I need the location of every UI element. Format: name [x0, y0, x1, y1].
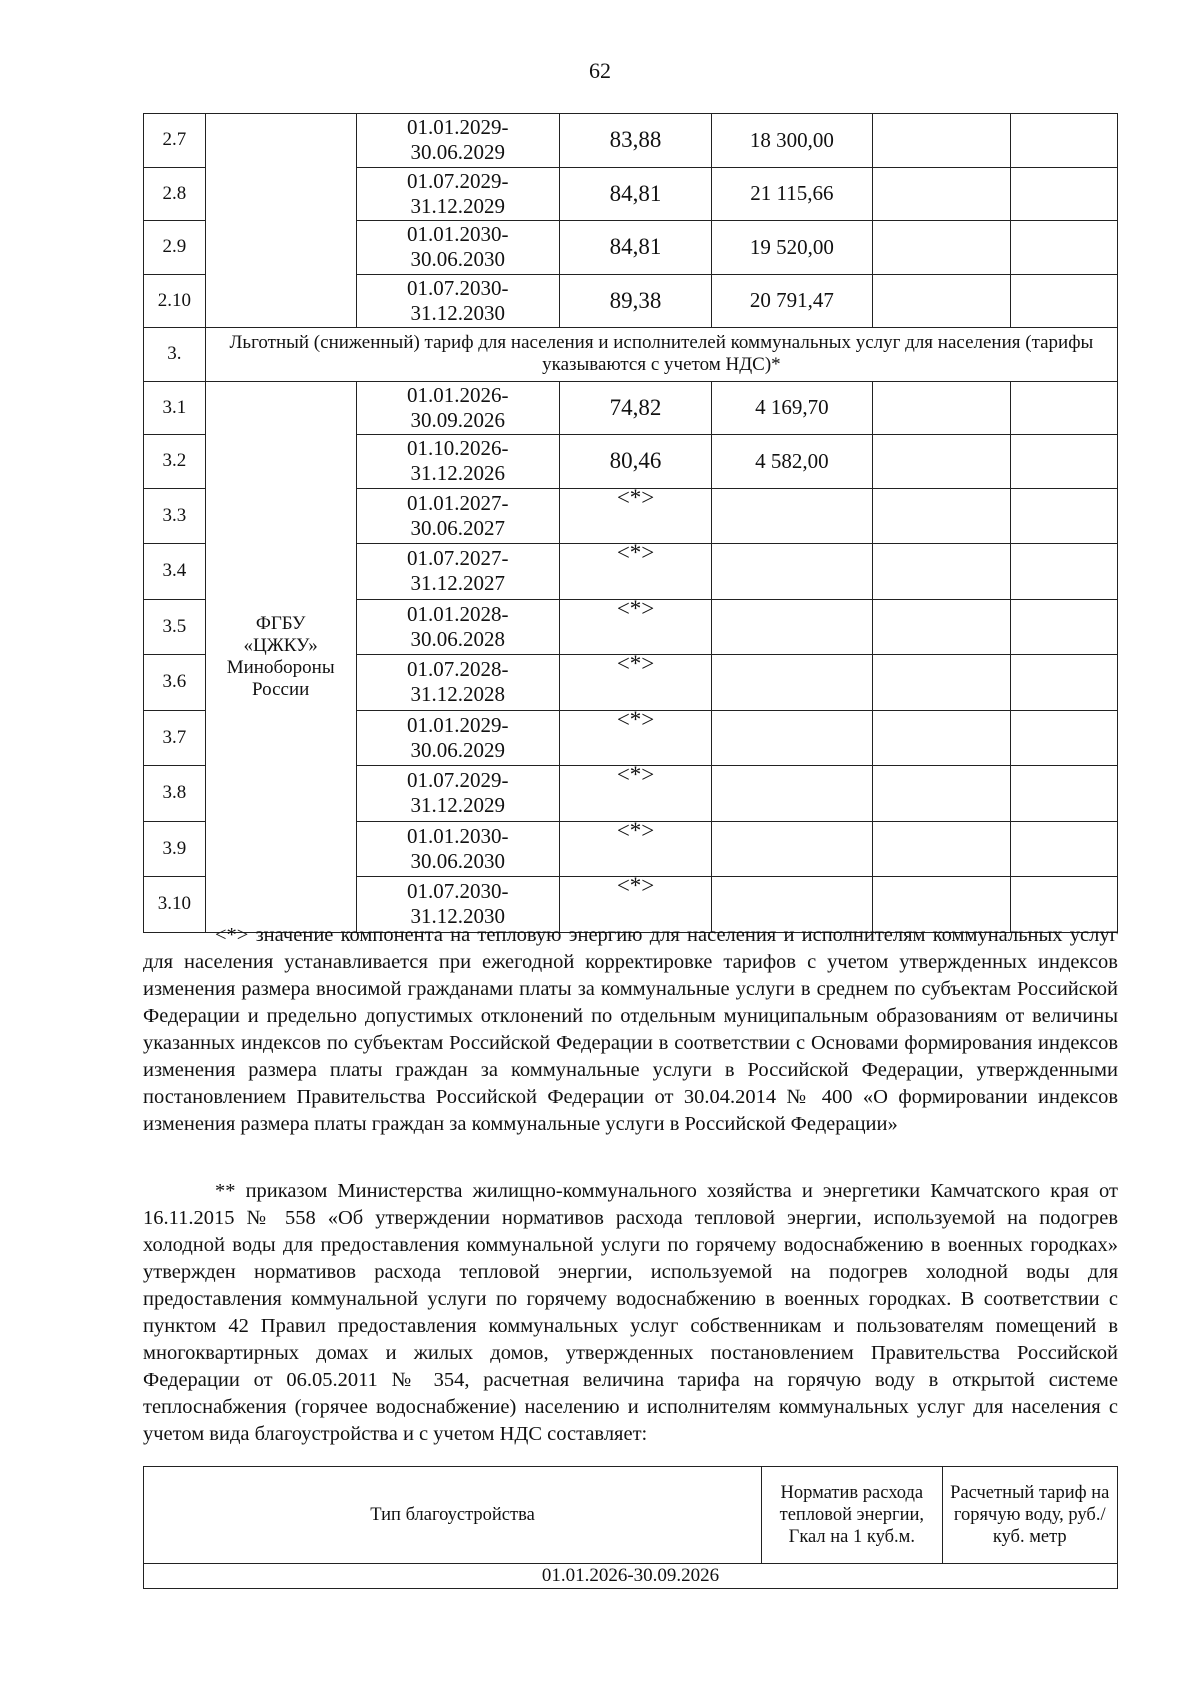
empty-cell: [872, 435, 1010, 489]
footnote-double-asterisk: [143, 1178, 1118, 1448]
period-cell: [356, 599, 559, 655]
period-cell: [356, 710, 559, 766]
empty-cell: [872, 710, 1010, 766]
period-end: 30.06.2028: [410, 626, 505, 651]
tariff-table: [143, 113, 1118, 933]
period-cell: [356, 544, 559, 600]
empty-cell: [872, 821, 1010, 877]
row-number: 3.10: [144, 877, 206, 933]
period-start: 01.07.2029-: [406, 168, 509, 193]
period-label: 01.01.2026-30.09.2026: [144, 1564, 1118, 1589]
empty-cell: [1010, 488, 1117, 544]
tariff-value-cell: [559, 651, 711, 711]
tariff-value: <*>: [616, 873, 655, 898]
empty-cell: [1010, 655, 1117, 711]
org-cell-empty: [205, 114, 356, 328]
section-title: Льготный (сниженный) тариф для населения и исполнителей коммунальных услуг для населения (тарифы указываются с учетом НДС)*: [205, 328, 1117, 382]
period-start: 01.07.2030-: [406, 879, 509, 904]
period-cell: [356, 766, 559, 822]
empty-cell: [1010, 710, 1117, 766]
footnote-asterisk-text: <*> значение компонента на тепловую энергию для населения и исполнителям коммунальных услуг для населения устанавливается при ежегодной корректировке тарифов с учетом утвержденных индексов изменения размера вносимой гражданами платы за коммунальные услуги в среднем по субъектам Российской Федерации и предельно допустимых отклонений по отдельным муниципальным образованиям от величины указанных индексов по субъектам Российской Федерации в соответствии с Основами формирования индексов изменения размера платы граждан за коммунальные услуги в Российской Федерации, утвержденными постановлением Правительства Российской Федерации от 30.04.2014 № 400 «О формировании индексов изменения размера платы граждан за коммунальные услуги в Российской Федерации»: [143, 924, 1118, 1135]
period-end: 31.12.2026: [410, 461, 505, 486]
period-start: 01.07.2028-: [406, 657, 509, 682]
period-end: 31.12.2030: [410, 300, 505, 325]
table-row: [144, 114, 1118, 168]
period-end: 30.06.2027: [410, 515, 505, 540]
organization-name-line: Минобороны: [226, 656, 335, 678]
period-start: 01.01.2029-: [406, 712, 509, 737]
period-start: 01.01.2028-: [406, 601, 509, 626]
row-number: 2.8: [144, 167, 206, 221]
tariff-value: 84,81: [559, 167, 711, 221]
hot-water-tariff-table: [143, 1466, 1118, 1589]
row-number: 3.4: [144, 544, 206, 600]
period-end: 30.06.2030: [410, 247, 505, 272]
tariff-value: <*>: [616, 762, 655, 787]
row-number: 3.3: [144, 488, 206, 544]
empty-cell: [1010, 114, 1117, 168]
secondary-value: [712, 488, 872, 544]
tariff-value-cell: [559, 484, 711, 544]
organization-name-line: «ЦЖКУ»: [243, 634, 318, 656]
footnote-double-asterisk-text: ** приказом Министерства жилищно-коммунального хозяйства и энергетики Камчатского края от 16.11.2015 № 558 «Об утверждении нормативов расхода тепловой энергии, используемой на подогрев холодной воды для предоставления коммунальной услуги по горячему водоснабжению в военных городках» утвержден нормативов расхода тепловой энергии, используемой на подогрев холодной воды для предоставления коммунальной услуги по горячему водоснабжению в военных городках. В соответствии с пунктом 42 Правил предоставления коммунальных услуг собственникам и пользователям помещений в многоквартирных домах и жилых домов, утвержденных постановлением Правительства Российской Федерации от 06.05.2011 № 354, расчетная величина тарифа на горячую воду в открытой системе теплоснабжения (горячее водоснабжение) населению и исполнителям коммунальных услуг для населения с учетом вида благоустройства и с учетом НДС составляет:: [143, 1180, 1118, 1445]
empty-cell: [872, 274, 1010, 328]
period-cell: [356, 274, 559, 328]
footnote-asterisk: [143, 922, 1118, 1138]
tariff-value: <*>: [616, 484, 655, 510]
header-heat-norm: Норматив расхода тепловой энергии, Гкал на 1 куб.м.: [762, 1467, 942, 1564]
period-end: 30.09.2026: [410, 407, 505, 432]
tariff-value-cell: [559, 595, 711, 655]
empty-cell: [872, 766, 1010, 822]
period-start: 01.10.2026-: [406, 436, 509, 461]
tariff-value-cell: [559, 540, 711, 600]
empty-cell: [1010, 221, 1117, 275]
empty-cell: [1010, 766, 1117, 822]
page-number: 62: [589, 58, 611, 83]
empty-cell: [872, 114, 1010, 168]
tariff-value: 89,38: [559, 274, 711, 328]
period-row: [144, 1564, 1118, 1589]
empty-cell: [1010, 167, 1117, 221]
empty-cell: [872, 488, 1010, 544]
secondary-value: [712, 599, 872, 655]
secondary-value: 18 300,00: [712, 114, 872, 168]
period-end: 31.12.2028: [410, 682, 505, 707]
period-end: 30.06.2029: [410, 737, 505, 762]
period-cell: [356, 435, 559, 489]
period-end: 30.06.2030: [410, 848, 505, 873]
empty-cell: [1010, 381, 1117, 435]
row-number: 3.5: [144, 599, 206, 655]
tariff-value: <*>: [616, 651, 655, 676]
row-number: 3.6: [144, 655, 206, 711]
secondary-value: [712, 710, 872, 766]
section-row: [144, 328, 1118, 382]
header-calculated-tariff: Расчетный тариф на горячую воду, руб./куб. метр: [942, 1467, 1117, 1564]
period-cell: [356, 167, 559, 221]
organization-cell: [205, 381, 356, 932]
period-start: 01.01.2029-: [406, 115, 509, 140]
period-end: 31.12.2027: [410, 571, 505, 596]
row-number: 3.2: [144, 435, 206, 489]
period-start: 01.07.2029-: [406, 768, 509, 793]
period-cell: [356, 488, 559, 544]
row-number: 2.7: [144, 114, 206, 168]
secondary-value: 4 582,00: [712, 435, 872, 489]
row-number: 2.10: [144, 274, 206, 328]
tariff-value: 83,88: [559, 114, 711, 168]
tariff-value-cell: [559, 706, 711, 766]
empty-cell: [1010, 274, 1117, 328]
secondary-value: 4 169,70: [712, 381, 872, 435]
secondary-value: [712, 766, 872, 822]
period-start: 01.07.2027-: [406, 546, 509, 571]
tariff-value-cell: [559, 762, 711, 822]
period-cell: [356, 381, 559, 435]
period-cell: [356, 114, 559, 168]
period-cell: [356, 821, 559, 877]
tariff-value: <*>: [616, 540, 655, 565]
period-end: 31.12.2030: [410, 904, 505, 929]
row-number: 3.7: [144, 710, 206, 766]
organization-name-line: России: [252, 678, 310, 700]
row-number: 3.8: [144, 766, 206, 822]
empty-cell: [872, 167, 1010, 221]
secondary-value: 20 791,47: [712, 274, 872, 328]
empty-cell: [872, 381, 1010, 435]
row-number: 3.1: [144, 381, 206, 435]
empty-cell: [1010, 435, 1117, 489]
empty-cell: [872, 655, 1010, 711]
tariff-value: 74,82: [609, 394, 662, 420]
period-cell: [356, 655, 559, 711]
empty-cell: [1010, 599, 1117, 655]
empty-cell: [1010, 544, 1117, 600]
tariff-value-cell: [559, 381, 711, 435]
table-header-row: [144, 1467, 1118, 1564]
empty-cell: [872, 221, 1010, 275]
empty-cell: [872, 599, 1010, 655]
secondary-value: 21 115,66: [712, 167, 872, 221]
empty-cell: [872, 544, 1010, 600]
empty-cell: [1010, 821, 1117, 877]
tariff-value: <*>: [616, 595, 655, 621]
table-row: [144, 381, 1118, 435]
period-start: 01.01.2030-: [406, 222, 509, 247]
secondary-value: 19 520,00: [712, 221, 872, 275]
period-start: 01.01.2030-: [406, 823, 509, 848]
period-end: 30.06.2029: [410, 140, 505, 165]
period-start: 01.01.2026-: [406, 382, 509, 407]
secondary-value: [712, 544, 872, 600]
header-improvement-type: Тип благоустройства: [144, 1467, 762, 1564]
period-start: 01.07.2030-: [406, 275, 509, 300]
period-cell: [356, 221, 559, 275]
row-number: 3.9: [144, 821, 206, 877]
tariff-value: <*>: [616, 706, 655, 732]
secondary-value: [712, 655, 872, 711]
period-end: 31.12.2029: [410, 793, 505, 818]
tariff-value: 84,81: [559, 221, 711, 275]
period-start: 01.01.2027-: [406, 490, 509, 515]
organization-name-line: ФГБУ: [255, 612, 306, 634]
tariff-value-cell: [559, 435, 711, 489]
tariff-value: <*>: [616, 817, 655, 843]
secondary-value: [712, 821, 872, 877]
tariff-value-cell: [559, 817, 711, 877]
period-end: 31.12.2029: [410, 193, 505, 218]
row-number: 2.9: [144, 221, 206, 275]
section-number: 3.: [144, 328, 206, 382]
tariff-value: 80,46: [609, 448, 662, 474]
